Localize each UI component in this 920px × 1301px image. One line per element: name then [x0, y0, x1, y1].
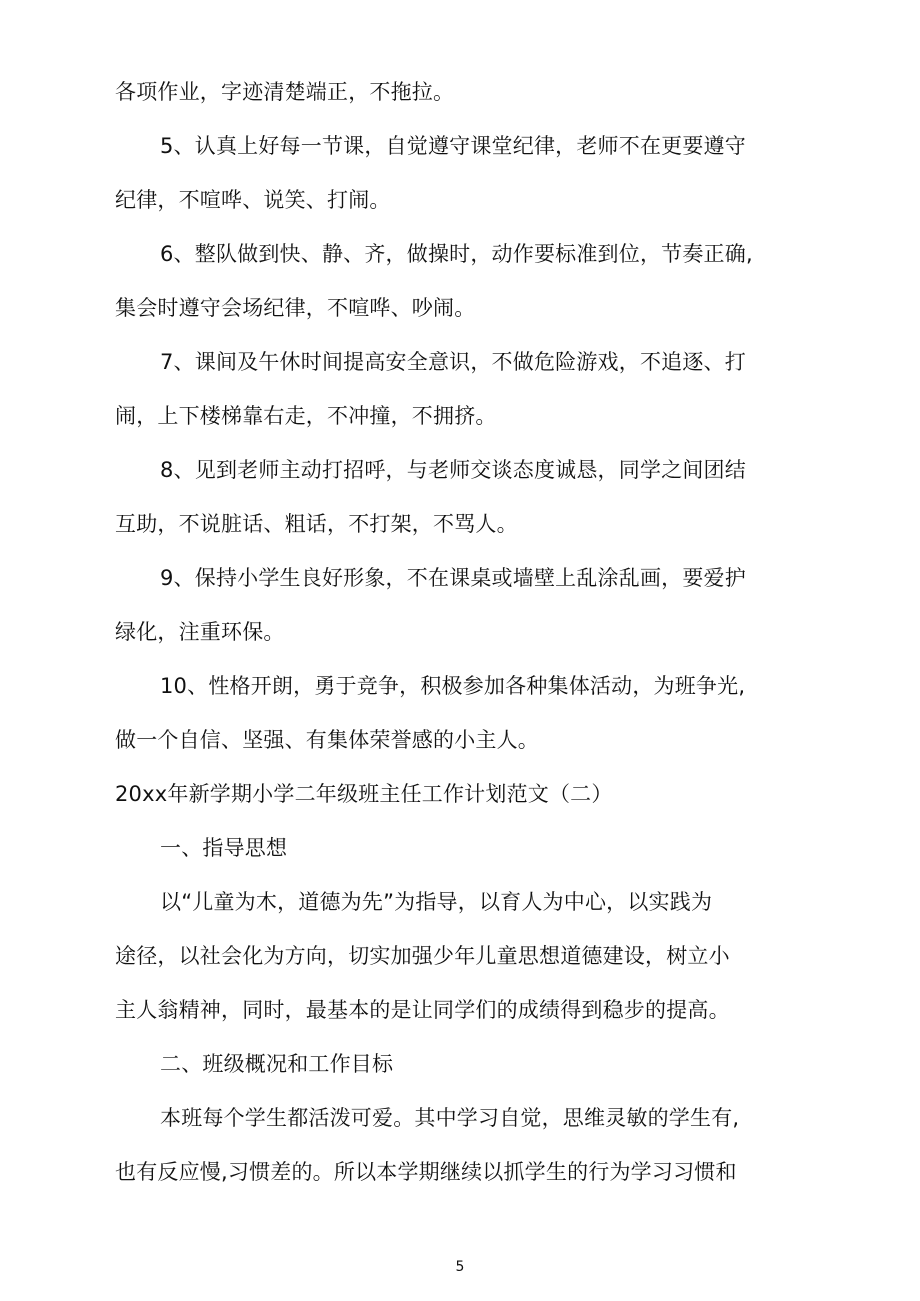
heading-class-overview: 二、班级概况和工作目标 — [160, 1052, 394, 1076]
text-line-5: 集会时遵守会场纪律，不喧哗、吵闹。 — [115, 296, 476, 320]
text-line-17: 途径，以社会化为方向，切实加强少年儿童思想道德建设，树立小 — [115, 944, 730, 968]
text-line-8: 8、见到老师主动打招呼，与老师交谈态度诚恳，同学之间团结 — [160, 458, 746, 482]
heading-guiding-ideology: 一、指导思想 — [160, 836, 288, 860]
text-line-9: 互助，不说脏话、粗话，不打架，不骂人。 — [115, 512, 518, 536]
text-line-1: 各项作业，字迹清楚端正，不拖拉。 — [115, 80, 455, 104]
text-line-13: 做一个自信、坚强、有集体荣誉感的小主人。 — [115, 728, 539, 752]
text-line-10: 9、保持小学生良好形象，不在课桌或墙壁上乱涂乱画，要爱护 — [160, 566, 746, 590]
page-number: 5 — [455, 1259, 465, 1275]
text-line-2: 5、认真上好每一节课，自觉遵守课堂纪律，老师不在更要遵守 — [160, 134, 746, 158]
text-line-11: 绿化，注重环保。 — [115, 620, 285, 644]
text-line-16: 以“儿童为木，道德为先”为指导，以育人为中心，以实践为 — [160, 890, 713, 914]
text-line-20: 本班每个学生都活泼可爱。其中学习自觉，思维灵敏的学生有, — [160, 1106, 740, 1130]
text-line-18: 主人翁精神，同时，最基本的是让同学们的成绩得到稳步的提高。 — [115, 998, 730, 1022]
text-line-4: 6、整队做到快、静、齐，做操时，动作要标准到位，节奏正确, — [160, 242, 753, 266]
section-title: 20xx年新学期小学二年级班主任工作计划范文（二） — [115, 782, 613, 806]
text-line-7: 闹，上下楼梯靠右走，不冲撞，不拥挤。 — [115, 404, 497, 428]
text-line-6: 7、课间及午休时间提高安全意识，不做危险游戏，不追逐、打 — [160, 350, 746, 374]
text-line-21: 也有反应慢,习惯差的。所以本学期继续以抓学生的行为学习习惯和 — [115, 1160, 737, 1184]
text-line-3: 纪律，不喧哗、说笑、打闹。 — [115, 188, 391, 212]
text-line-12: 10、性格开朗，勇于竞争，积极参加各种集体活动，为班争光, — [160, 674, 746, 698]
